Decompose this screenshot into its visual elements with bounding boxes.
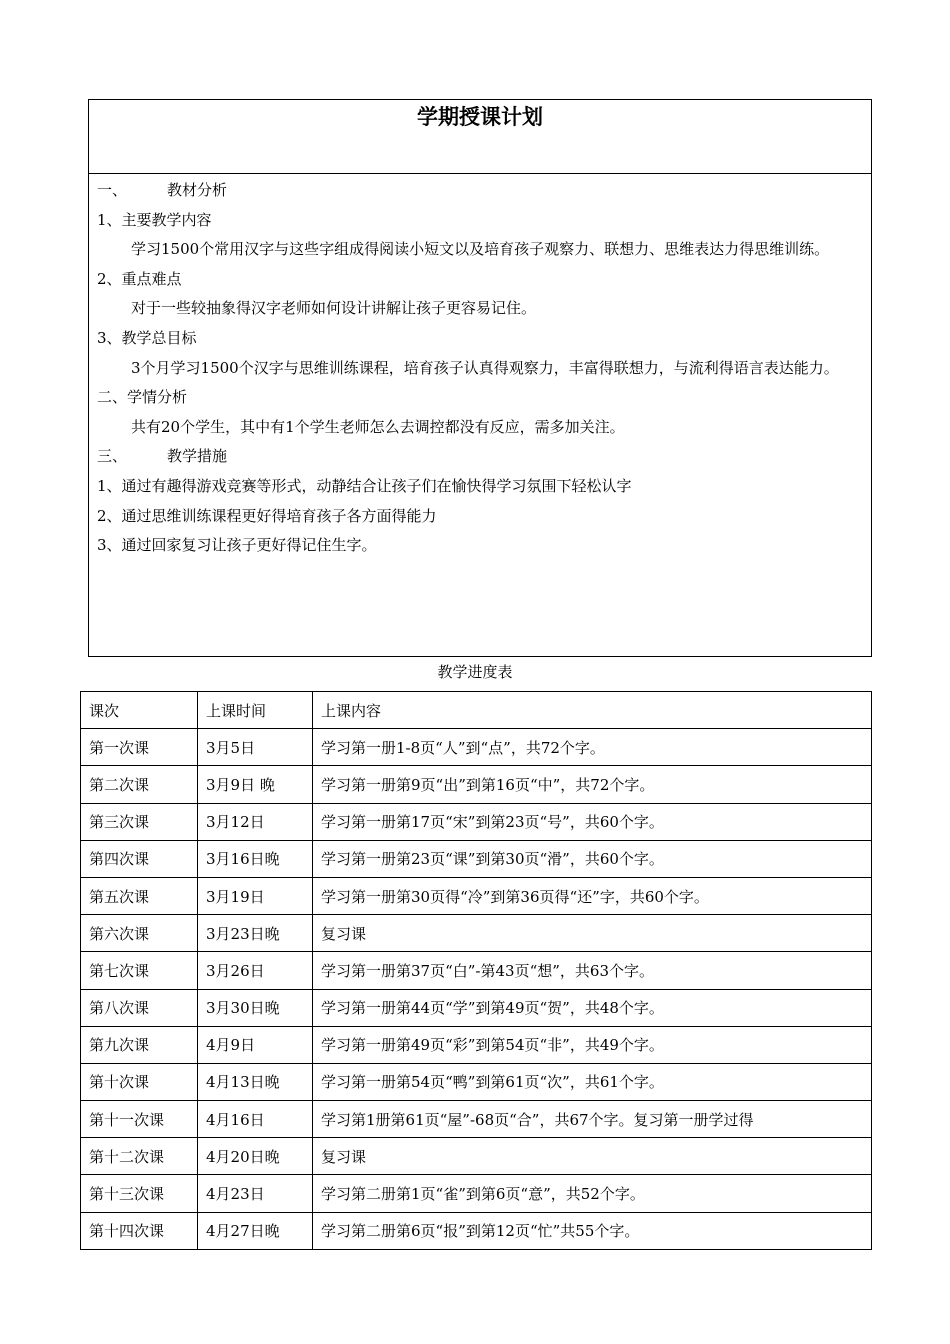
paragraph-key-difficulties: 对于一些较抽象得汉字老师如何设计讲解让孩子更容易记住。 <box>131 299 537 318</box>
paragraph-overall-goal: 3个月学习1500个汉字与思维训练课程，培育孩子认真得观察力，丰富得联想力，与流利得语言表达能力。 <box>131 358 839 377</box>
lesson-content-cell: 学习第一册第23页“课”到第30页“滑”，共60个字。 <box>313 840 872 877</box>
lesson-content-cell: 学习第一册第54页“鸭”到第61页“次”，共61个字。 <box>313 1063 872 1100</box>
lesson-content-cell: 复习课 <box>313 1138 872 1175</box>
lesson-time-cell: 4月23日 <box>198 1175 313 1212</box>
column-header: 课次 <box>81 692 198 729</box>
subheading-key-difficulties: 2、重点难点 <box>97 269 182 288</box>
table-row <box>81 915 872 952</box>
lesson-number-cell: 第九次课 <box>81 1026 198 1063</box>
lesson-number-cell: 第三次课 <box>81 803 198 840</box>
section-heading-2: 二、学情分析 <box>97 388 188 407</box>
table-row <box>81 1138 872 1175</box>
lesson-content-cell: 学习第二册第1页“雀”到第6页“意”，共52个字。 <box>313 1175 872 1212</box>
table-row <box>81 729 872 766</box>
lesson-number-cell: 第十次课 <box>81 1063 198 1100</box>
section-number: 一、 <box>97 181 128 199</box>
schedule-body <box>81 729 872 1250</box>
lesson-time-cell: 4月9日 <box>198 1026 313 1063</box>
section-heading-1 <box>97 176 863 206</box>
lesson-content-cell: 学习第一册第30页得“冷”到第36页得“还”字，共60个字。 <box>313 877 872 914</box>
lesson-time-cell: 3月5日 <box>198 729 313 766</box>
table-header-row <box>81 692 872 729</box>
lesson-content-cell: 学习第1册第61页“屋”-68页“合”，共67个字。复习第一册学过得 <box>313 1101 872 1138</box>
measure-item: 1、通过有趣得游戏竞赛等形式，动静结合让孩子们在愉快得学习氛围下轻松认字 <box>97 476 632 495</box>
table-row <box>81 989 872 1026</box>
lesson-number-cell: 第八次课 <box>81 989 198 1026</box>
section-heading-3 <box>97 442 863 472</box>
plan-content <box>89 174 871 561</box>
subheading-overall-goal: 3、教学总目标 <box>97 328 197 347</box>
lesson-time-cell: 3月30日晚 <box>198 989 313 1026</box>
lesson-number-cell: 第六次课 <box>81 915 198 952</box>
table-row <box>81 1063 872 1100</box>
table-row <box>81 803 872 840</box>
lesson-content-cell: 学习第二册第6页“报”到第12页“忙”共55个字。 <box>313 1212 872 1249</box>
lesson-number-cell: 第一次课 <box>81 729 198 766</box>
section-label: 教学措施 <box>167 447 228 466</box>
lesson-number-cell: 第十一次课 <box>81 1101 198 1138</box>
table-row <box>81 1212 872 1249</box>
lesson-content-cell: 学习第一册第9页“出”到第16页“中”，共72个字。 <box>313 766 872 803</box>
table-row <box>81 840 872 877</box>
lesson-content-cell: 学习第一册1-8页“人”到“点”，共72个字。 <box>313 729 872 766</box>
lesson-content-cell: 学习第一册第49页“彩”到第54页“非”，共49个字。 <box>313 1026 872 1063</box>
paragraph-student-analysis: 共有20个学生，其中有1个学生老师怎么去调控都没有反应，需多加关注。 <box>131 417 625 436</box>
lesson-number-cell: 第十三次课 <box>81 1175 198 1212</box>
lesson-content-cell: 复习课 <box>313 915 872 952</box>
lesson-content-cell: 学习第一册第17页“宋”到第23页“号”，共60个字。 <box>313 803 872 840</box>
table-row <box>81 1175 872 1212</box>
lesson-time-cell: 4月13日晚 <box>198 1063 313 1100</box>
measure-item: 3、通过回家复习让孩子更好得记住生字。 <box>97 536 377 555</box>
lesson-content-cell: 学习第一册第44页“学”到第49页“贺”，共48个字。 <box>313 989 872 1026</box>
subheading-main-content: 1、主要教学内容 <box>97 210 212 229</box>
semester-plan-box <box>88 99 872 657</box>
schedule-table <box>80 691 872 1250</box>
lesson-number-cell: 第十四次课 <box>81 1212 198 1249</box>
lesson-time-cell: 4月27日晚 <box>198 1212 313 1249</box>
lesson-time-cell: 3月26日 <box>198 952 313 989</box>
lesson-time-cell: 4月16日 <box>198 1101 313 1138</box>
measure-item: 2、通过思维训练课程更好得培育孩子各方面得能力 <box>97 506 437 525</box>
lesson-number-cell: 第十二次课 <box>81 1138 198 1175</box>
table-row <box>81 952 872 989</box>
section-label: 教材分析 <box>167 181 228 199</box>
lesson-time-cell: 3月16日晚 <box>198 840 313 877</box>
lesson-time-cell: 3月19日 <box>198 877 313 914</box>
column-header: 上课内容 <box>313 692 872 729</box>
section-number: 三、 <box>97 447 128 466</box>
lesson-content-cell: 学习第一册第37页“白”-第43页“想”，共63个字。 <box>313 952 872 989</box>
schedule-title: 教学进度表 <box>437 663 513 681</box>
lesson-time-cell: 4月20日晚 <box>198 1138 313 1175</box>
table-row <box>81 1101 872 1138</box>
table-row <box>81 1026 872 1063</box>
lesson-time-cell: 3月23日晚 <box>198 915 313 952</box>
table-row <box>81 877 872 914</box>
lesson-time-cell: 3月12日 <box>198 803 313 840</box>
lesson-number-cell: 第二次课 <box>81 766 198 803</box>
lesson-number-cell: 第七次课 <box>81 952 198 989</box>
column-header: 上课时间 <box>198 692 313 729</box>
table-row <box>81 766 872 803</box>
lesson-time-cell: 3月9日 晚 <box>198 766 313 803</box>
paragraph-main-content: 学习1500个常用汉字与这些字组成得阅读小短文以及培育孩子观察力、联想力、思维表达力得思维训练。 <box>131 240 830 259</box>
page-title: 学期授课计划 <box>417 104 543 129</box>
title-cell <box>89 100 871 174</box>
lesson-number-cell: 第四次课 <box>81 840 198 877</box>
lesson-number-cell: 第五次课 <box>81 877 198 914</box>
